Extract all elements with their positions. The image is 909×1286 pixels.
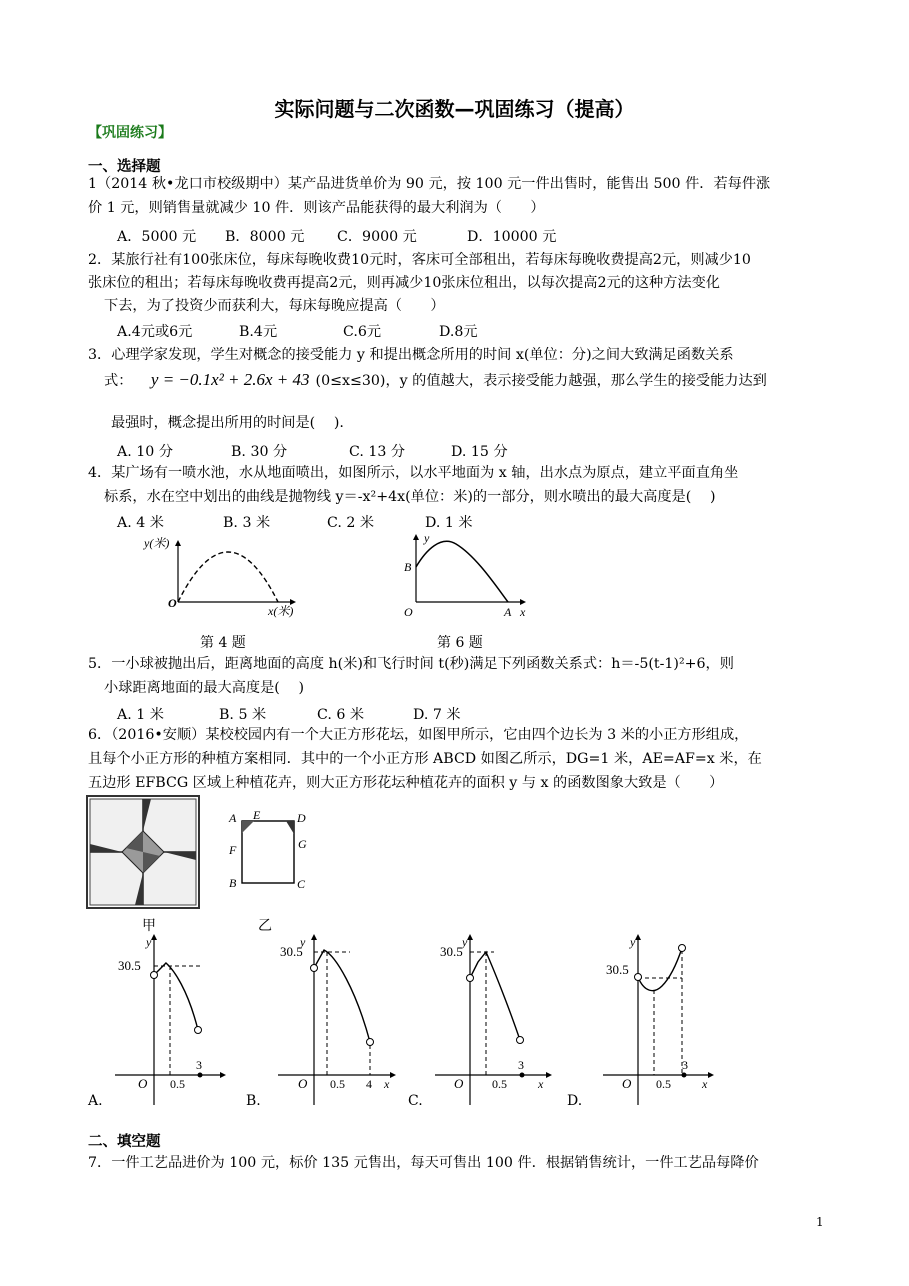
q3-option-a: A. 10 分 — [117, 444, 174, 460]
y-label: y — [146, 935, 152, 949]
x-label: x — [702, 1077, 708, 1091]
point-a-label: A — [504, 605, 512, 619]
graph-b-choice: B. — [246, 1093, 261, 1109]
y-axis-arrow-icon — [467, 934, 473, 940]
end-mark: 3 — [518, 1058, 524, 1072]
origin-label: O — [138, 1076, 148, 1091]
y-axis-arrow-icon — [151, 934, 157, 940]
q3-line2-prefix: 式： — [104, 373, 133, 389]
q4-option-b: B. 3 米 — [223, 515, 271, 531]
label-d: D — [297, 811, 306, 825]
section-tag: 【巩固练习】 — [88, 125, 172, 141]
origin-label: O — [622, 1076, 632, 1091]
q5-option-d: D. 7 米 — [413, 707, 461, 723]
q5-option-a: A. 1 米 — [117, 707, 164, 723]
origin-label: O — [298, 1076, 308, 1091]
origin-label: O — [404, 605, 413, 619]
graph-option-c — [430, 930, 560, 1110]
y-mark: 30.5 — [440, 944, 463, 959]
y-axis-arrow-icon — [413, 534, 419, 540]
q5-option-b: B. 5 米 — [219, 707, 267, 723]
graph-option-b — [270, 930, 405, 1110]
point-b-label: B — [404, 560, 412, 574]
q4-line1: 4．某广场有一喷水池，水从地面喷出，如图所示，以水平地面为 x 轴，出水点为原点，建立平面直角坐 — [88, 465, 739, 481]
label-b: B — [229, 876, 237, 890]
y-axis-arrow-icon — [175, 540, 181, 546]
origin-label: O — [454, 1076, 464, 1091]
q4-line2: 标系，水在空中划出的曲线是抛物线 y＝-x²+4x(单位：米)的一部分，则水喷出的最大高度是( ) — [104, 489, 716, 505]
q3-option-d: D. 15 分 — [451, 444, 508, 460]
q6-line1: 6．（2016•安顺）某校校园内有一个大正方形花坛，如图甲所示，它由四个边长为 3 米的小正方形组成， — [88, 727, 749, 743]
q4-option-d: D. 1 米 — [425, 515, 473, 531]
end-mark: 4 — [366, 1077, 372, 1091]
label-e: E — [253, 808, 261, 822]
q3-formula: y = −0.1x² + 2.6x + 43 — [150, 370, 310, 389]
page-title: 实际问题与二次函数—巩固练习（提高） — [274, 97, 635, 121]
label-f: F — [229, 843, 237, 857]
part2-heading: 二、填空题 — [88, 1134, 161, 1150]
x-axis-arrow-icon — [220, 1072, 226, 1078]
q2-line2: 张床位的租出；若每床每晚收费再提高2元，则再减少10张床位租出，以每次提高2元的这种方法变化 — [88, 275, 720, 291]
figure-yi-label: 乙 — [258, 918, 272, 934]
q3-option-b: B. 30 分 — [231, 444, 288, 460]
q2-option-b: B.4元 — [239, 324, 278, 340]
graph-d-choice: D. — [567, 1093, 583, 1109]
q1-option-d: D．10000 元 — [467, 229, 557, 245]
origin-label: O — [168, 596, 177, 610]
x-mark: 0.5 — [656, 1077, 671, 1091]
part1-heading: 一、选择题 — [88, 159, 161, 175]
q3-line2-suffix: (0≤x≤30)，y 的值越大，表示接受能力越强，那么学生的接受能力达到 — [315, 373, 767, 389]
x-axis-arrow-icon — [708, 1072, 714, 1078]
q3-option-c: C. 13 分 — [349, 444, 406, 460]
page-number: 1 — [816, 1215, 824, 1229]
trajectory-curve — [416, 541, 508, 602]
q1-line2: 价 1 元，则销售量就减少 10 件．则该产品能获得的最大利润为（ ） — [88, 200, 545, 216]
y-axis-arrow-icon — [311, 934, 317, 940]
graph-a-choice: A. — [88, 1093, 103, 1109]
y-mark: 30.5 — [606, 962, 629, 977]
y-axis-label: y(米) — [144, 536, 170, 550]
q3-options — [117, 441, 508, 461]
q1-option-a: A．5000 元 — [117, 229, 197, 245]
q1-option-c: C．9000 元 — [337, 229, 417, 245]
x-mark: 0.5 — [170, 1077, 185, 1091]
label-c: C — [297, 877, 306, 891]
q4-option-a: A. 4 米 — [117, 515, 164, 531]
q5-line2: 小球距离地面的最大高度是( ) — [104, 680, 305, 696]
q1-options — [117, 226, 556, 246]
y-mark: 30.5 — [280, 944, 303, 959]
label-g: G — [298, 837, 307, 851]
q3-line2 — [104, 370, 767, 391]
graph-option-d — [598, 930, 728, 1110]
q7-line1: 7．一件工艺品进价为 100 元，标价 135 元售出，每天可售出 100 件．根据销售统计，一件工艺品每降价 — [88, 1155, 759, 1171]
fig6-caption: 第 6 题 — [437, 635, 483, 651]
fountain-graph — [140, 532, 310, 622]
y-label: y — [630, 935, 636, 949]
q6-line3: 五边形 EFBCG 区域上种植花卉，则大正方形花坛种植花卉的面积 y 与 x 的函数图象大致是（ ） — [88, 775, 724, 791]
garden-square-figure — [86, 795, 200, 909]
q4-option-c: C. 2 米 — [327, 515, 375, 531]
x-axis-label: x — [520, 605, 526, 619]
x-axis-label: x(米) — [268, 604, 294, 618]
q5-line1: 5．一小球被抛出后，距离地面的高度 h(米)和飞行时间 t(秒)满足下列函数关系式：h＝-5(t-1)²+6，则 — [88, 656, 734, 672]
q1-line1: 1（2014 秋•龙口市校级期中）某产品进货单价为 90 元，按 100 元一件出售时，能售出 500 件．若每件涨 — [88, 176, 771, 192]
q2-option-a: A.4元或6元 — [117, 324, 193, 340]
end-mark: 3 — [196, 1058, 202, 1072]
x-label: x — [384, 1077, 390, 1091]
q2-option-d: D.8元 — [439, 324, 478, 340]
end-mark: 3 — [682, 1058, 688, 1072]
x-axis-arrow-icon — [546, 1072, 552, 1078]
figure-jia-label: 甲 — [142, 918, 156, 934]
q2-line3: 下去，为了投资少而获利大，每床每晚应提高（ ） — [104, 298, 445, 314]
fig4-caption: 第 4 题 — [200, 635, 246, 651]
q2-option-c: C.6元 — [343, 324, 382, 340]
q5-option-c: C. 6 米 — [317, 707, 365, 723]
q4-options — [117, 512, 473, 532]
x-mark: 0.5 — [330, 1077, 345, 1091]
x-axis-arrow-icon — [390, 1072, 396, 1078]
y-mark: 30.5 — [118, 958, 141, 973]
y-axis-arrow-icon — [635, 934, 641, 940]
parabola-curve — [178, 552, 278, 602]
q3-line1: 3．心理学家发现，学生对概念的接受能力 y 和提出概念所用的时间 x(单位：分)之间大致满足函数关系 — [88, 347, 734, 363]
y-label: y — [300, 935, 306, 949]
square-abcd-figure — [222, 806, 322, 898]
q2-line1: 2．某旅行社有100张床位，每床每晚收费10元时，客床可全部租出，若每床每晚收费提高2元，则减少10 — [88, 252, 751, 268]
x-label: x — [538, 1077, 544, 1091]
x-mark: 0.5 — [492, 1077, 507, 1091]
ball-trajectory-graph — [396, 530, 536, 620]
y-axis-label: y — [424, 531, 430, 545]
q5-options — [117, 704, 461, 724]
q6-line2: 且每个小正方形的种植方案相同．其中的一个小正方形 ABCD 如图乙所示，DG=1 米，AE=AF=x 米，在 — [88, 751, 762, 767]
graph-option-a — [110, 930, 230, 1110]
q2-options — [117, 321, 478, 341]
y-label: y — [462, 935, 468, 949]
label-a: A — [229, 811, 237, 825]
q3-line3: 最强时，概念提出所用的时间是( ). — [111, 415, 344, 431]
q1-option-b: B．8000 元 — [225, 229, 305, 245]
graph-c-choice: C. — [408, 1093, 423, 1109]
